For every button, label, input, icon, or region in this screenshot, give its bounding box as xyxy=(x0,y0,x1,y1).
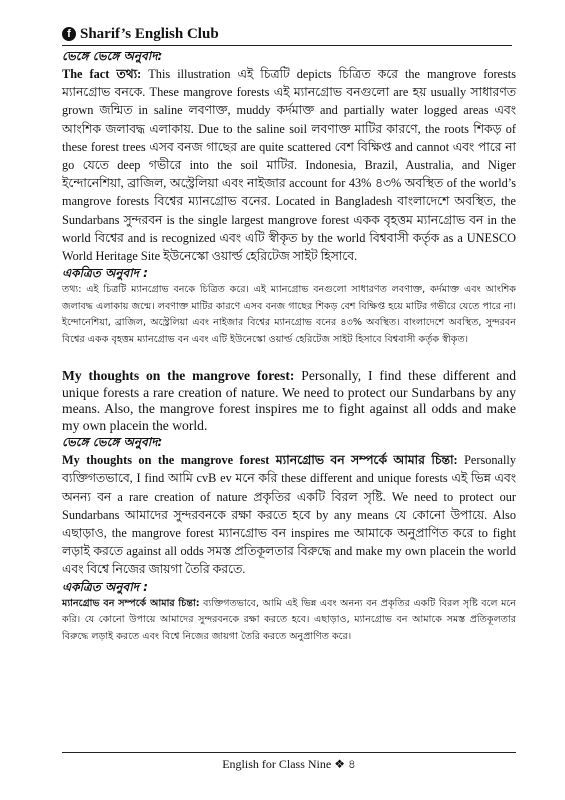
combined-translation-label: একত্রিত অনুবাদ : xyxy=(62,266,148,281)
fact-heading-en: The fact xyxy=(62,67,110,81)
page-footer: English for Class Nine ❖ ৪ xyxy=(62,752,516,776)
thoughts-combined-paragraph xyxy=(62,596,516,646)
facebook-icon: f xyxy=(62,27,76,41)
fact-heading-bn: তথ্য: xyxy=(116,67,142,81)
thoughts-paragraph xyxy=(62,368,516,434)
broken-translation-label-2: ভেঙ্গে ভেঙ্গে অনুবাদ: xyxy=(62,435,163,450)
thoughts-combined-body: ব্যক্তিগতভাবে, আমি এই ভিন্ন এবং অনন্য বন প্রকৃতির একটি বিরল সৃষ্টি বলে মনে করি। যে কোনো উপায়ে আমাদের সুন্দরবনকে রক্ষা করতে হবে। এছাড়াও, ম্যানগ্রোভ বন আমাকে সমস্ত প্রতিকূলতার বিরুদ্ধে লড়াই করতে এবং বিশ্বে নিজের জায়গা তৈরি করতে অনুপ্রাণিত করে। xyxy=(62,597,516,642)
page-content xyxy=(62,48,516,645)
thoughts-heading: My thoughts on the mangrove forest: xyxy=(62,368,295,384)
thoughts-body: Personally, I find these different and unique forests a rare creation of nature. We need to protect our Sundarbans by any means. Also, the mangrove forest inspires me to fight against all odds and make my own placein the world. xyxy=(62,368,516,433)
thoughts-mixed-paragraph xyxy=(62,451,516,578)
thoughts-mixed-heading: My thoughts on the mangrove forest ম্যানগ্রোভ বন সম্পর্কে আমার চিন্তা: xyxy=(62,453,458,468)
page-header xyxy=(62,23,512,46)
combined-translation-paragraph: তথ্য: এই চিত্রটি ম্যানগ্রোভ বনকে চিত্রিত করে। এই ম্যানগ্রোভ বনগুলো সাধারণত লবণাক্ত, কর্দমাক্ত এবং আংশিক জলাবদ্ধ এলাকায় জন্মে। লবণাক্ত মাটির কারণে এসব বনজ গাছের শিকড় বেশ বিক্ষিপ্ত হয়ে মাটির গভীরে যেতে পারে না। ইন্দোনেশিয়া, ব্রাজিল, অস্ট্রেলিয়া এবং নাইজার বিশ্বের ম্যানগ্রোভ বনের ৪৩% অবস্থিত। বাংলাদেশে অবস্থিত, সুন্দরবন বিশ্বের একক বৃহত্তম ম্যানগ্রোভ বন এবং এটি ইউনেস্কো ওয়ার্ল্ড হেরিটেজ সাইট হিসাবে বিশ্ববাসী কর্তৃক স্বীকৃত। xyxy=(62,284,516,345)
club-name: Sharif’s English Club xyxy=(80,25,219,42)
thoughts-mixed-body: Personally ব্যক্তিগতভাবে, I find আমি cvB ev মনে করি these different and unique forests এই ভিন্ন এবং অনন্য বন a rare creation of nature প্রকৃতির একটি বিরল সৃষ্টি. We need to protect our Sundarbans আমাদের সুন্দরবনকে রক্ষা করতে হবে by any means যে কোনো উপায়ে. Also এছাড়াও, the mangrove forest ম্যানগ্রোভ বন inspires me আমাকে অনুপ্রাণিত করে to fight লড়াই করতে against all odds সমস্ত প্রতিকূলতার বিরুদ্ধে and make my own placein the world এবং বিশ্বে নিজের জায়গা তৈরি করতে. xyxy=(62,453,516,577)
combined-translation-label-2: একত্রিত অনুবাদ : xyxy=(62,579,148,594)
broken-translation-label: ভেঙ্গে ভেঙ্গে অনুবাদ: xyxy=(62,49,163,63)
fact-body: This illustration এই চিত্রটি depicts চিত্রিত করে the mangrove forests ম্যানগ্রোভ বনকে. These mangrove forests এই ম্যানগ্রোভ বনগুলো are হয় usually সাধারণত grown জন্মিত in saline লবণাক্ত, muddy কর্দমাক্ত and partially water logged areas এবং আংশিক জলাবদ্ধ এলাকায়. Due to the saline soil লবণাক্ত মাটির কারণে, the roots শিকড় of these forest trees এসব বনজ গাছের are quite scattered বেশ বিক্ষিপ্ত and cannot এবং পারে না go যেতে deep গভীরে into the soil মাটির. Indonesia, Brazil, Australia, and Niger ইন্দোনেশিয়া, ব্রাজিল, অস্ট্রেলিয়া এবং নাইজার account for 43% ৪৩% অবস্থিত of the world’s mangrove forests বিশ্বের ম্যানগ্রোভ বনের. Located in Bangladesh বাংলাদেশে অবস্থিত, the Sundarbans সুন্দরবন is the single largest mangrove forest একক বৃহত্তম ম্যানগ্রোভ বন in the world বিশ্বের and is recognized এবং এটি স্বীকৃত by the world বিশ্ববাসী কর্তৃক as a UNESCO World Heritage Site ইউনেস্কো ওয়ার্ল্ড হেরিটেজ সাইট হিসাবে. xyxy=(62,67,517,264)
fact-paragraph xyxy=(62,65,516,265)
thoughts-combined-heading: ম্যানগ্রোভ বন সম্পর্কে আমার চিন্তা: xyxy=(62,597,200,609)
